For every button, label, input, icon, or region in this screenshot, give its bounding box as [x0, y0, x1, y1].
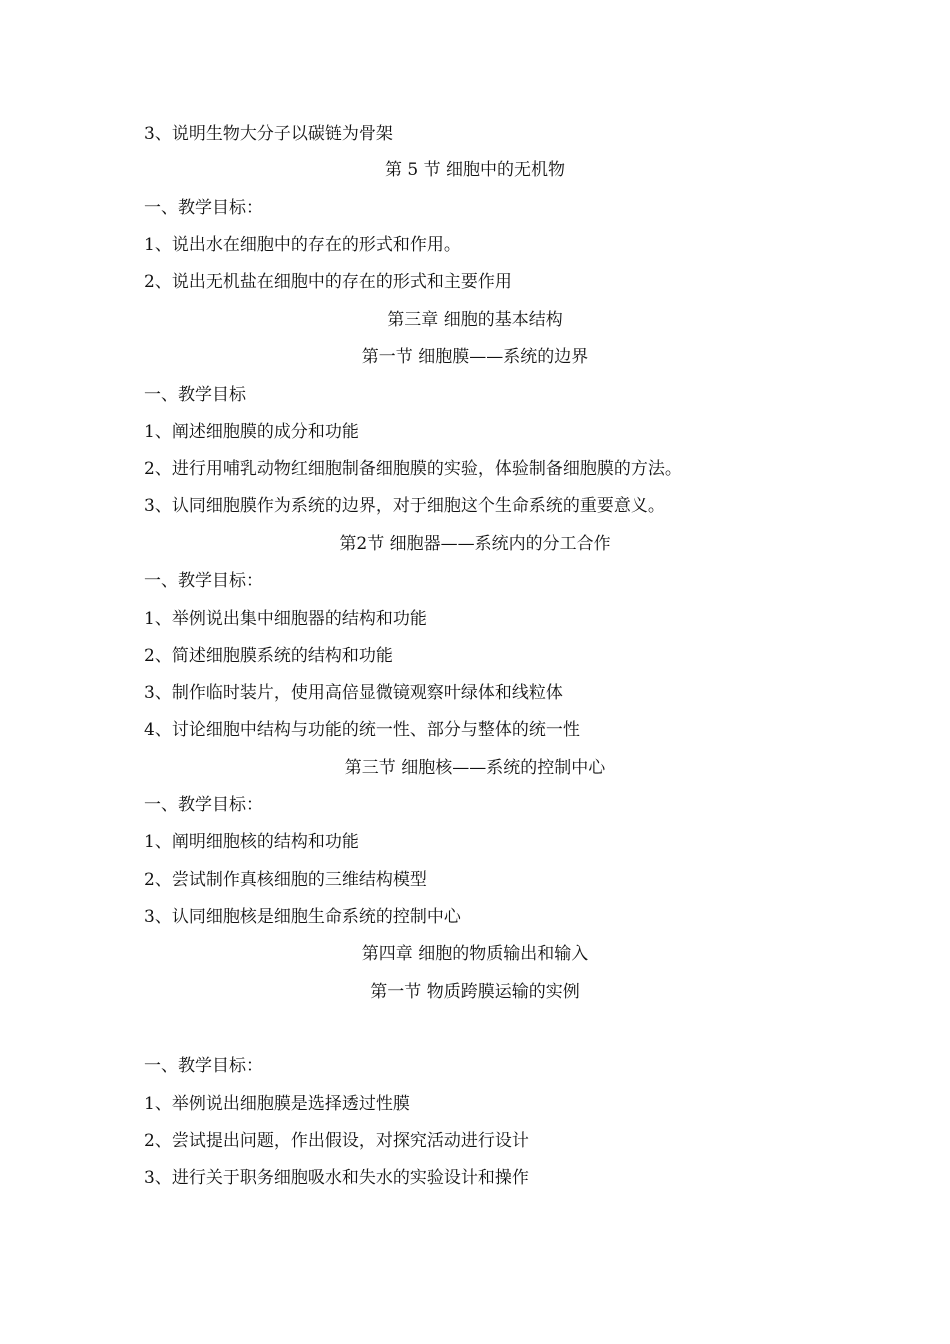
objective-item: 4、讨论细胞中结构与功能的统一性、部分与整体的统一性	[144, 720, 580, 740]
objective-item: 1、说出水在细胞中的存在的形式和作用。	[144, 235, 461, 255]
objective-item: 1、举例说出集中细胞器的结构和功能	[144, 609, 427, 629]
section-heading: 第一节 物质跨膜运输的实例	[370, 982, 580, 1002]
objective-item: 2、说出无机盐在细胞中的存在的形式和主要作用	[144, 272, 512, 292]
objectives-heading: 一、教学目标：	[144, 795, 263, 815]
objective-item: 1、阐述细胞膜的成分和功能	[144, 422, 359, 442]
objective-item: 3、制作临时装片，使用高倍显微镜观察叶绿体和线粒体	[144, 683, 563, 703]
objective-item: 2、尝试提出问题，作出假设，对探究活动进行设计	[144, 1131, 529, 1151]
objective-item: 3、认同细胞膜作为系统的边界，对于细胞这个生命系统的重要意义。	[144, 496, 665, 516]
chapter-heading: 第三章 细胞的基本结构	[387, 310, 563, 330]
objectives-heading: 一、教学目标：	[144, 1056, 263, 1076]
objective-item: 2、进行用哺乳动物红细胞制备细胞膜的实验，体验制备细胞膜的方法。	[144, 459, 682, 479]
objective-item: 3、进行关于职务细胞吸水和失水的实验设计和操作	[144, 1168, 529, 1188]
objectives-heading: 一、教学目标：	[144, 571, 263, 591]
objectives-heading: 一、教学目标	[144, 385, 246, 405]
objectives-heading: 一、教学目标：	[144, 198, 263, 218]
objective-item: 3、认同细胞核是细胞生命系统的控制中心	[144, 907, 461, 927]
objective-item: 2、简述细胞膜系统的结构和功能	[144, 646, 393, 666]
objective-item: 1、阐明细胞核的结构和功能	[144, 832, 359, 852]
section-heading: 第2节 细胞器——系统内的分工合作	[339, 534, 611, 554]
section-heading: 第三节 细胞核——系统的控制中心	[344, 758, 606, 778]
objective-item: 3、说明生物大分子以碳链为骨架	[144, 124, 393, 144]
section-heading: 第一节 细胞膜——系统的边界	[361, 347, 589, 367]
objective-item: 1、举例说出细胞膜是选择透过性膜	[144, 1094, 410, 1114]
section-heading: 第 5 节 细胞中的无机物	[384, 160, 566, 180]
objective-item: 2、尝试制作真核细胞的三维结构模型	[144, 870, 427, 890]
chapter-heading: 第四章 细胞的物质输出和输入	[361, 944, 589, 964]
